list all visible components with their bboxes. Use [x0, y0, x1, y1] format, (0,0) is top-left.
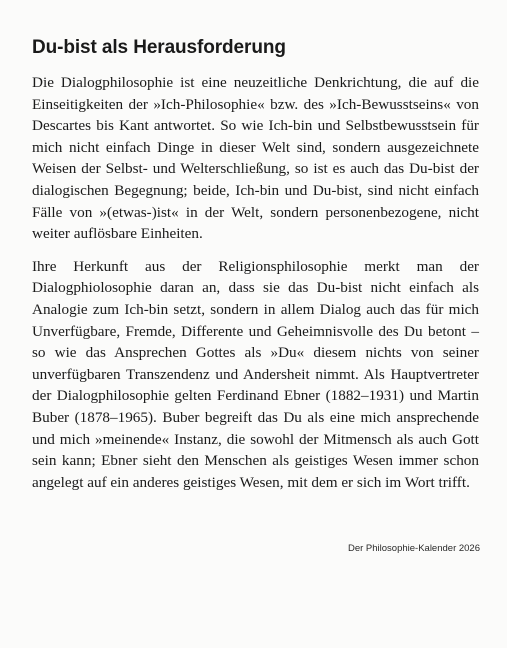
calendar-footer: Der Philosophie-Kalender 2026 [347, 543, 480, 554]
page-title: Du-bist als Herausforderung [32, 37, 286, 58]
paragraph-2: Ihre Herkunft aus der Religionsphilosophie merkt man der Dialogphiolosophie daran an, dass sie das Du-bist nicht einfach als Analogie zum Ich-bin setzt, sondern in allem Dialog auch das für mich Unverfügbare, Fremde, Differente und Geheimnisvolle des Du betont – so wie das Ansprechen Gottes als »Du« diesem nichts von seiner unverfügbaren Transzendenz und Andersheit nimmt. Als Hauptvertreter der Dialogphilosophie gelten Ferdinand Ebner (1882–1931) und Martin Buber (1878–1965). Buber begreift das Du als eine mich ansprechende und mich »meinende« Instanz, die sowohl der Mitmensch als auch Gott sein kann; Ebner sieht den Menschen als geistiges Wesen immer schon angelegt auf ein anderes geistiges Wesen, mit dem er sich im Wort trifft. [32, 257, 479, 491]
paragraph-1: Die Dialogphilosophie ist eine neuzeitliche Denkrichtung, die auf die Einseitigkeiten der »Ich-Philosophie« bzw. des »Ich-Bewusstseins« von Descartes bis Kant antwortet. So wie Ich-bin und Selbstbewusstsein für mich nicht einfach Dinge in dieser Welt sind, sondern ausgezeichnete Weisen der Selbst- und Welterschließung, so ist es auch das Du-bist der dialogischen Begegnung; beide, Ich-bin und Du-bist, sind nicht einfach Fälle von »(etwas-)ist« in der Welt, sondern personenbezogene, nicht weiter auflösbare Einheiten. [32, 74, 479, 243]
body-text [32, 72, 479, 504]
